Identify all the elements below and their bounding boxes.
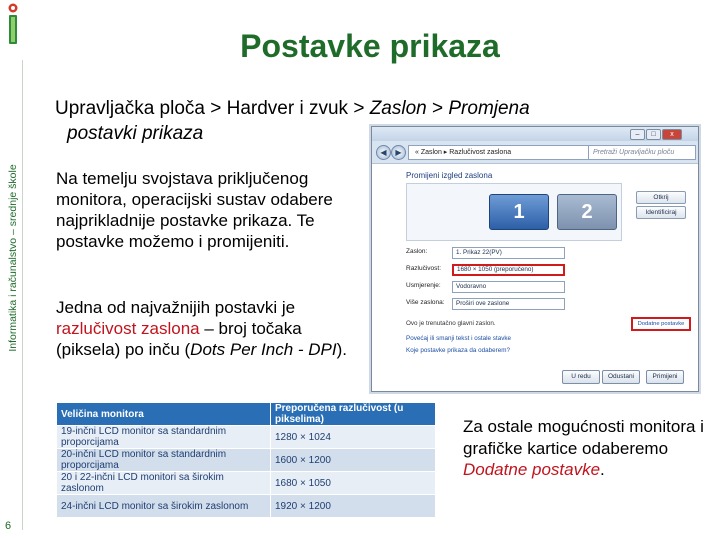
monitor-preview — [406, 183, 622, 241]
multiple-displays-label: Više zaslona: — [406, 299, 445, 306]
window-heading: Promijeni izgled zaslona — [406, 171, 493, 180]
resolution-label: Razlučivost: — [406, 265, 442, 272]
resolution-table — [56, 402, 436, 518]
display-select[interactable]: 1. Prikaz 22(PV) — [452, 247, 565, 259]
resolution-cell: 1680 × 1050 — [271, 472, 435, 494]
page-title: Postavke prikaza — [240, 28, 500, 64]
table-row — [57, 472, 435, 494]
table-row — [57, 449, 435, 471]
resolution-cell: 1920 × 1200 — [271, 495, 435, 517]
search-input[interactable]: Pretraži Upravljačku ploču — [588, 145, 696, 160]
para2-highlight: razlučivost zaslona — [56, 319, 200, 338]
advanced-settings-link[interactable]: Dodatne postavke — [631, 317, 691, 331]
page-number: 6 — [5, 520, 12, 532]
monitor-size-cell: 20 i 22-inčni LCD monitori sa širokim zaslonom — [57, 472, 270, 494]
screen-resolution-window — [371, 126, 699, 392]
window-titlebar — [372, 127, 698, 141]
para3-highlight: Dodatne postavke — [463, 460, 601, 479]
resolution-select[interactable]: 1680 × 1050 (preporučeno) — [452, 264, 565, 276]
para3-end: . — [600, 460, 605, 479]
table-row — [57, 426, 435, 448]
address-bar — [372, 141, 698, 164]
maximize-button[interactable]: □ — [646, 129, 661, 140]
para2-end: ). — [336, 340, 347, 359]
path-separator: > — [426, 98, 449, 119]
multiple-displays-select[interactable]: Proširi ove zaslone — [452, 298, 565, 310]
resolution-row — [406, 264, 586, 276]
para2-start: Jedna od najvažnijih postavki je — [56, 298, 296, 317]
path-prefix: Upravljačka ploča > Hardver i zvuk > — [55, 98, 370, 119]
table-row — [57, 495, 435, 517]
multiple-displays-row — [406, 298, 586, 310]
course-label: Informatika i računalstvo – srednje škole — [7, 164, 19, 352]
primary-display-text: Ovo je trenutačno glavni zaslon. — [406, 320, 496, 327]
paragraph-advanced — [463, 416, 708, 481]
forward-button[interactable]: ▶ — [391, 145, 406, 160]
apply-button[interactable]: Primijeni — [646, 370, 684, 384]
para3-start: Za ostale mogućnosti monitora i grafičke kartice odaberemo — [463, 417, 704, 458]
cancel-button[interactable]: Odustani — [602, 370, 640, 384]
side-strip — [0, 0, 24, 540]
table-header-row — [57, 403, 435, 425]
monitor-size-cell: 24-inčni LCD monitor sa širokim zaslonom — [57, 495, 270, 517]
para2-dpi: Dots Per Inch - DPI — [190, 340, 337, 359]
para2-mid: – broj točaka (piksela) po inču ( — [56, 319, 302, 359]
resolution-cell: 1600 × 1200 — [271, 449, 435, 471]
monitor-2[interactable]: 2 — [557, 194, 617, 230]
orientation-row — [406, 281, 586, 293]
path-zaslon: Zaslon — [369, 98, 427, 119]
paragraph-intro: Na temelju svojstava priključenog monitora, operacijski sustav odabere najprikladnije postavke prikaza. Te postavke možemo i promijeniti. — [56, 169, 333, 251]
ok-button[interactable]: U redu — [562, 370, 600, 384]
detect-button[interactable]: Otkrij — [636, 191, 686, 204]
column-header: Veličina monitora — [57, 403, 270, 425]
column-header: Preporučena razlučivost (u pikselima) — [271, 403, 435, 425]
back-button[interactable]: ◀ — [376, 145, 391, 160]
text-size-link[interactable]: Povećaj ili smanji tekst i ostale stavke — [406, 335, 511, 342]
minimize-button[interactable]: – — [630, 129, 645, 140]
orientation-label: Usmjerenje: — [406, 282, 441, 289]
paragraph-resolution — [56, 297, 356, 360]
monitor-1[interactable]: 1 — [489, 194, 549, 230]
close-button[interactable]: x — [662, 129, 682, 140]
display-row — [406, 247, 586, 259]
monitor-size-cell: 19-inčni LCD monitor sa standardnim proporcijama — [57, 426, 270, 448]
identify-button[interactable]: Identificiraj — [636, 206, 686, 219]
path-line2: postavki prikaza — [67, 123, 204, 144]
which-settings-link[interactable]: Koje postavke prikaza da odaberem? — [406, 347, 510, 354]
monitor-size-cell: 20-inčni LCD monitor sa standardnim proporcijama — [57, 449, 270, 471]
path-promjena: Promjena — [448, 98, 530, 119]
display-label: Zaslon: — [406, 248, 428, 255]
orientation-select[interactable]: Vodoravno — [452, 281, 565, 293]
divider — [22, 60, 23, 530]
address-field[interactable]: « Zaslon ▸ Razlučivost zaslona — [408, 145, 590, 160]
resolution-cell: 1280 × 1024 — [271, 426, 435, 448]
